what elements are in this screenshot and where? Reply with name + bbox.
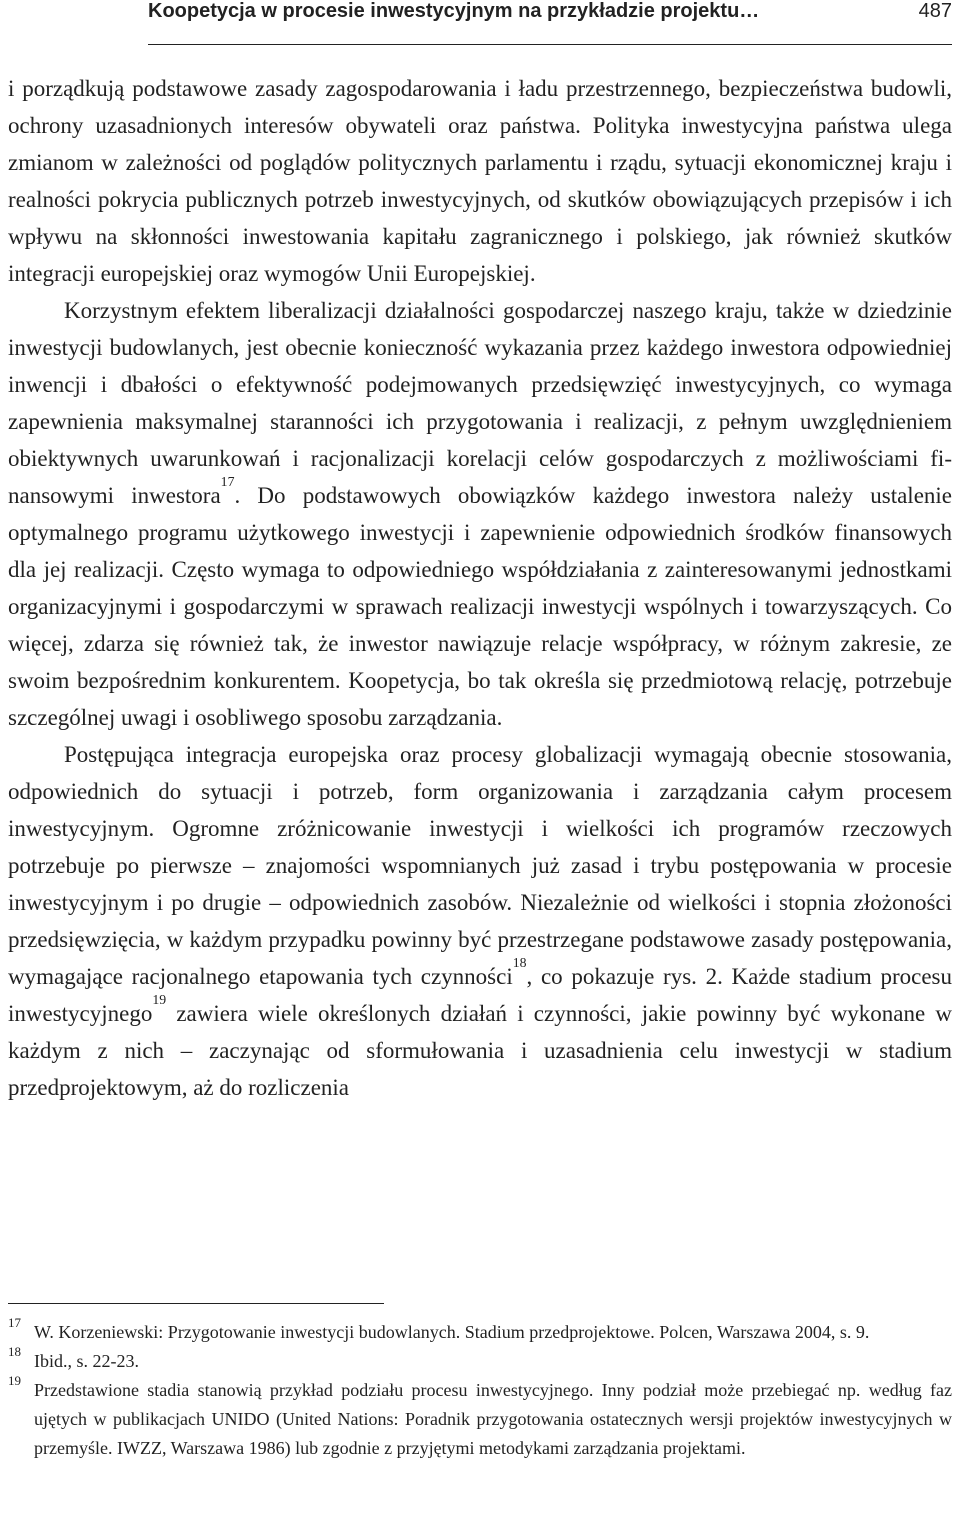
paragraph-text: Korzystnym efektem liberalizacji działalności gospodarczej naszego kraju, także w dziedzinie inwestycji budowlanych, jest obecnie konieczność wykazania przez każdego inwestora odpowiedniej inwencji i dbałości o efektywność podejmowanych przedsięwzięć inwestycyjnych, co wymaga zapewnienia maksymalnej staranności ich przygotowania i realizacji, z pełnym uwzględnieniem obiektywnych uwarunkowań i racjonalizacji korelacji celów gospodarczych z możliwościami finansowymi inwestora [8,298,952,508]
footnote-text: Ibid., s. 22-23. [34,1351,139,1371]
paragraph-text: zawiera wiele określonych działań i czynności, jakie powinny być wykonane w każdym z nich – zaczynając od sformułowania i uzasadnienia celu inwestycji w stadium przedprojektowym, aż do rozliczenia [8,1001,952,1100]
paragraph-text: , co pokazuje rys. 2. Każde stadium procesu inwestycyjnego [8,964,952,1026]
footnote-number: 19 [8,1373,21,1388]
footnote [8,1373,952,1463]
footnote-reference: 19 [152,992,167,1007]
footnote-separator [8,1303,384,1304]
footnote-text: W. Korzeniewski: Przygotowanie inwestycji budowlanych. Stadium przedprojektowe. Polcen, Warszawa 2004, s. 9. [34,1322,870,1342]
body-text [8,70,952,1106]
paragraph [8,736,952,1106]
paragraph-text: Postępująca integracja europejska oraz procesy globalizacji wymagają obecnie stosowania, odpowiednich do sytuacji i potrzeb, form organizowania i zarządzania całym procesem inwestycyjnym. Ogromne zróżnicowanie inwestycji i wielkości ich programów rzeczowych potrzebuje po pierwsze – znajomości wspomnianych już zasad i trybu postępowania w procesie inwestycyjnym i po drugie – odpowiednich zasobów. Niezależnie od wielkości i stopnia złożoności przedsięwzięcia, w każdym przypadku powinny być przestrzegane podstawowe zasady postępowania, wymagające racjonalnego etapowania tych czynności [8,742,952,989]
running-title: Koopetycja w procesie inwestycyjnym na przykładzie projektu… [148,0,760,22]
footnote [8,1344,952,1376]
paragraph [8,70,952,292]
footnote-text: Przedstawione stadia stanowią przykład podziału procesu inwestycyjnego. Inny podział może przebiegać np. według faz ujętych w publikacjach UNIDO (United Nations: Poradnik przygotowania ostatecznych wersji projektów inwestycyjnych w przemyśle. IWZZ, Warszawa 1986) lub zgodnie z przyjętymi metodykami zarządzania projektami. [34,1380,952,1458]
footnote-reference: 17 [220,474,235,489]
running-header [148,0,952,45]
paragraph-text: . Do podstawowych obowiązków każdego inwestora należy ustalenie optymalnego programu użytkowego inwestycji i zapewnienie odpowiednich środków finansowych dla jej realizacji. Często wymaga to odpowiedniego współdziałania z zainteresowanymi jednostkami organizacyjnymi i gospodarczymi w sprawach realizacji inwestycji wspólnych i towarzyszących. Co więcej, zdarza się również tak, że inwestor nawiązuje relacje współpracy, w różnym zakresie, ze swoim bezpośrednim konkurentem. Koopetycja, bo tak określa się przedmiotową relację, potrzebuje szczególnej uwagi i osobliwego sposobu zarządzania. [8,483,953,730]
footnote [8,1315,952,1347]
footnote-number: 18 [8,1344,21,1359]
footnote-reference: 18 [512,955,527,970]
footnote-number: 17 [8,1315,21,1330]
footnotes [8,1315,952,1463]
page-number: 487 [918,0,952,22]
paragraph-text: i porządkują podstawowe zasady zagospodarowania i ładu przestrzennego, bezpieczeństwa budowli, ochrony uzasadnionych interesów obywateli oraz państwa. Polityka inwestycyjna państwa ulega zmianom w zależności od poglądów politycznych parlamentu i rządu, sytuacji ekonomicznej kraju i realności pokrycia publicznych potrzeb inwestycyjnych, od skutków obowiązujących przepisów i ich wpływu na skłonności inwestowania kapitału zagranicznego i polskiego, jak również skutków integracji europejskiej oraz wymogów Unii Europejskiej. [8,76,952,286]
paragraph [8,292,952,736]
